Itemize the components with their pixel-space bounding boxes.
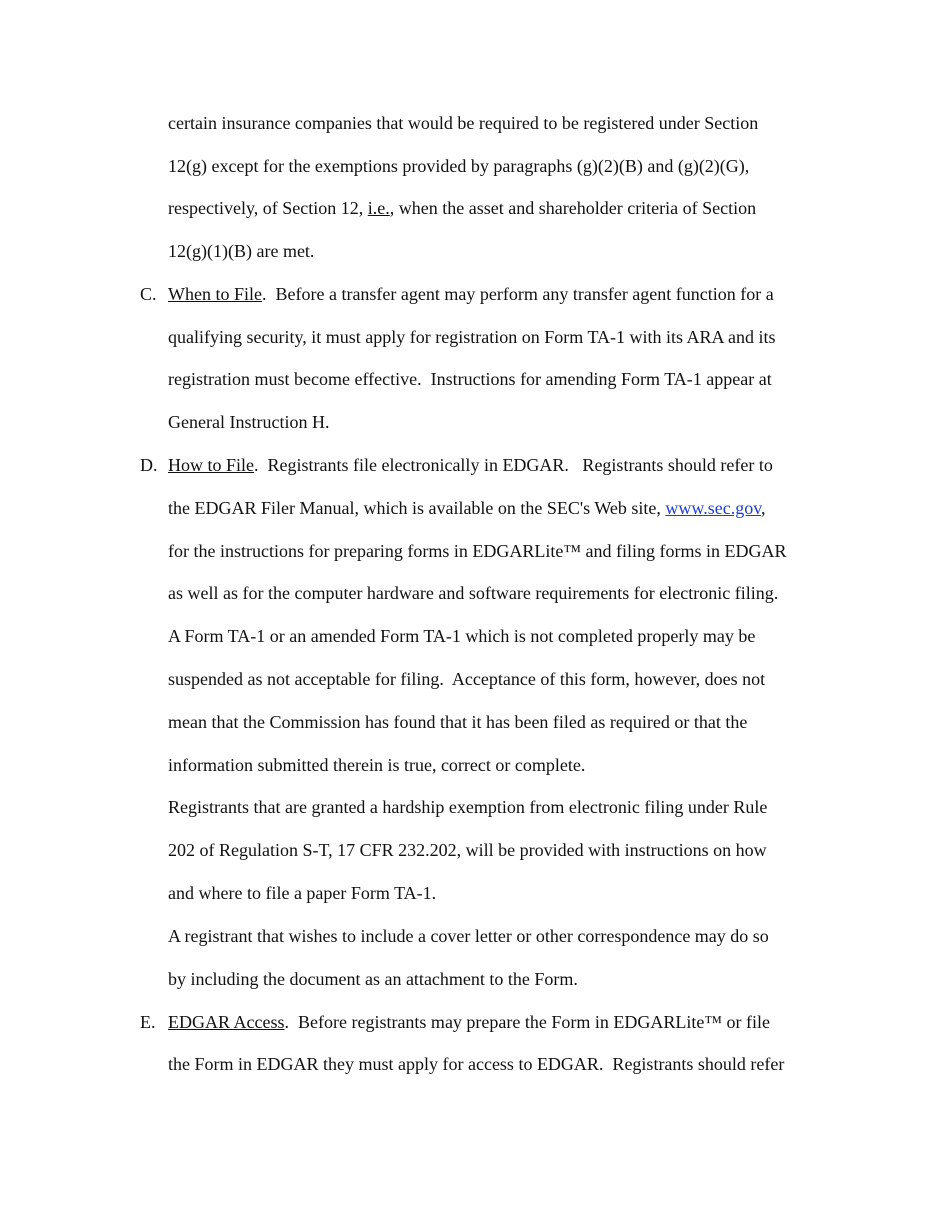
- section-d-heading: How to File: [168, 455, 255, 475]
- section-e-label: E.: [140, 1012, 156, 1032]
- section-d-line-11: and where to file a paper Form TA-1.: [168, 883, 437, 903]
- sec-website-link[interactable]: www.sec.gov: [665, 498, 762, 518]
- section-d-label: D.: [140, 455, 158, 475]
- section-d-line-13: by including the document as an attachment to the Form.: [168, 969, 578, 989]
- section-e-line-1: [168, 1011, 770, 1033]
- section-d-line-2-post: ,: [761, 498, 766, 518]
- section-c-line-4: General Instruction H.: [168, 412, 330, 432]
- section-d-line-5: A Form TA-1 or an amended Form TA-1 which is not completed properly may be: [168, 626, 756, 646]
- section-d-line-2: [168, 497, 766, 519]
- intro-line-3-pre: respectively, of Section 12,: [168, 198, 368, 218]
- section-e-line-2: the Form in EDGAR they must apply for access to EDGAR. Registrants should refer: [168, 1054, 785, 1074]
- section-c-line-1: [168, 283, 774, 305]
- section-c-line-2: qualifying security, it must apply for registration on Form TA-1 with its ARA and its: [168, 327, 776, 347]
- section-d-line-2-pre: the EDGAR Filer Manual, which is available on the SEC's Web site,: [168, 498, 666, 518]
- intro-line-1: certain insurance companies that would be required to be registered under Section: [168, 113, 759, 133]
- section-d-line-7: mean that the Commission has found that it has been filed as required or that the: [168, 712, 748, 732]
- ie-abbreviation: i.e.: [367, 198, 390, 218]
- section-d-line-3: for the instructions for preparing forms in EDGARLite™ and filing forms in EDGAR: [168, 541, 787, 561]
- section-d-line-9: Registrants that are granted a hardship exemption from electronic filing under Rule: [168, 797, 768, 817]
- section-d-line-12: A registrant that wishes to include a cover letter or other correspondence may do so: [168, 926, 769, 946]
- section-d-line-8: information submitted therein is true, correct or complete.: [168, 755, 586, 775]
- section-d-line-6: suspended as not acceptable for filing. Acceptance of this form, however, does not: [168, 669, 766, 689]
- intro-line-2: 12(g) except for the exemptions provided by paragraphs (g)(2)(B) and (g)(2)(G),: [168, 156, 750, 176]
- intro-line-3-post: , when the asset and shareholder criteria of Section: [389, 198, 757, 218]
- section-c-line-3: registration must become effective. Instructions for amending Form TA-1 appear at: [168, 369, 772, 389]
- section-d-line-1: [168, 454, 773, 476]
- intro-line-3: [168, 197, 756, 219]
- section-e-heading: EDGAR Access: [168, 1012, 285, 1032]
- section-e-line-1-text: . Before registrants may prepare the Form in EDGARLite™ or file: [284, 1012, 770, 1032]
- section-c-label: C.: [140, 284, 157, 304]
- section-d-line-1-text: . Registrants file electronically in EDGAR. Registrants should refer to: [254, 455, 773, 475]
- section-c-heading: When to File: [168, 284, 262, 304]
- section-c-line-1-text: . Before a transfer agent may perform any transfer agent function for a: [261, 284, 774, 304]
- intro-line-4: 12(g)(1)(B) are met.: [168, 241, 315, 261]
- section-d-line-10: 202 of Regulation S-T, 17 CFR 232.202, will be provided with instructions on how: [168, 840, 767, 860]
- section-d-line-4: as well as for the computer hardware and software requirements for electronic filing.: [168, 583, 779, 603]
